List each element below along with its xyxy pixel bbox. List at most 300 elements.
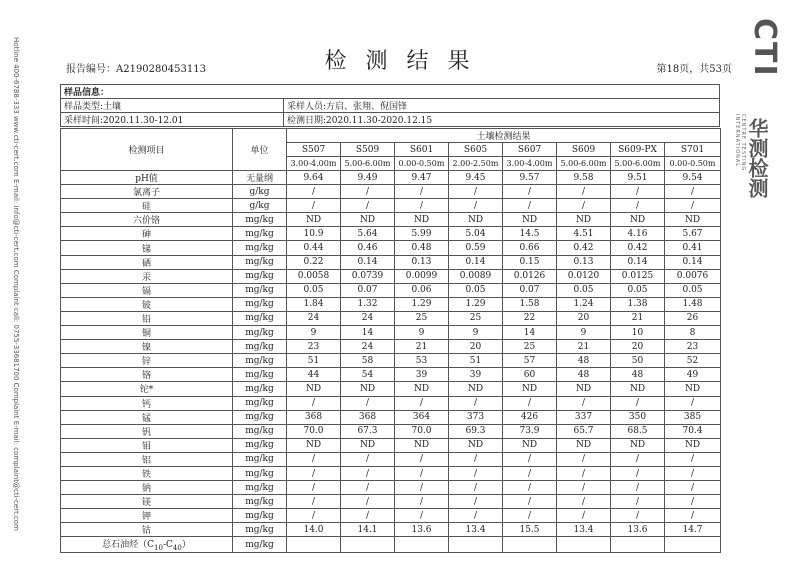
table-row xyxy=(61,368,721,382)
result-value: 9 xyxy=(287,326,341,340)
result-value: / xyxy=(287,199,341,213)
item-unit: mg/kg xyxy=(233,311,287,325)
result-value: 51 xyxy=(287,354,341,368)
table-row xyxy=(61,255,721,269)
item-name-subscript: 10 xyxy=(154,544,163,553)
result-value: 9.58 xyxy=(557,171,611,185)
result-value: / xyxy=(557,509,611,523)
result-value: 21 xyxy=(611,311,665,325)
sidebar-contact-strip xyxy=(6,20,26,560)
item-unit: mg/kg xyxy=(233,523,287,537)
result-value: 0.0076 xyxy=(665,269,721,283)
result-value: ND xyxy=(503,382,557,396)
result-value: / xyxy=(395,185,449,199)
table-row xyxy=(61,424,721,438)
result-value: / xyxy=(503,481,557,495)
result-value: / xyxy=(611,509,665,523)
result-value: 0.05 xyxy=(449,283,503,297)
result-value: 39 xyxy=(449,368,503,382)
result-value: / xyxy=(557,396,611,410)
item-name: 六价铬 xyxy=(61,213,233,227)
item-unit: mg/kg xyxy=(233,255,287,269)
item-name: 硒 xyxy=(61,255,233,269)
result-value: 44 xyxy=(287,368,341,382)
sidebar-contact-text: Hotline 400-6788-333 www.cti-cert.com E-mail: info@cti-cert.com Complaint call: 0755-33681700 Complaint E-mail: complaint@cti-cert.com xyxy=(12,36,20,532)
result-value: 53 xyxy=(395,354,449,368)
result-value: / xyxy=(395,495,449,509)
result-value: / xyxy=(503,185,557,199)
result-value: / xyxy=(503,466,557,480)
result-value: 9.54 xyxy=(665,171,721,185)
result-value: ND xyxy=(557,213,611,227)
result-value: 57 xyxy=(503,354,557,368)
result-value: / xyxy=(287,185,341,199)
result-value: 0.15 xyxy=(503,255,557,269)
result-value: 0.42 xyxy=(611,241,665,255)
result-value: / xyxy=(665,509,721,523)
result-value: 0.44 xyxy=(287,241,341,255)
item-unit: mg/kg xyxy=(233,269,287,283)
result-value: 14 xyxy=(503,326,557,340)
result-value: / xyxy=(395,452,449,466)
result-value: 0.13 xyxy=(557,255,611,269)
result-value: 0.05 xyxy=(665,283,721,297)
table-row xyxy=(61,452,721,466)
result-value: ND xyxy=(665,213,721,227)
result-value: 385 xyxy=(665,410,721,424)
result-value: 24 xyxy=(341,340,395,354)
unit-header: 单位 xyxy=(233,129,287,171)
result-value: 9.64 xyxy=(287,171,341,185)
result-value: 1.48 xyxy=(665,297,721,311)
result-value: 0.05 xyxy=(611,283,665,297)
result-value: 0.0089 xyxy=(449,269,503,283)
item-name: 钠 xyxy=(61,481,233,495)
result-value: / xyxy=(395,466,449,480)
sample-id-header: S607 xyxy=(503,143,557,157)
result-value: 13.6 xyxy=(395,523,449,537)
item-name: 锰 xyxy=(61,410,233,424)
result-value: / xyxy=(341,495,395,509)
table-row xyxy=(61,269,721,283)
result-value: 13.6 xyxy=(611,523,665,537)
result-value: ND xyxy=(341,438,395,452)
item-name: 镍 xyxy=(61,340,233,354)
result-value: / xyxy=(449,452,503,466)
result-value: 0.42 xyxy=(557,241,611,255)
item-name-part: -C xyxy=(162,540,173,551)
item-unit: mg/kg xyxy=(233,382,287,396)
result-value: 1.58 xyxy=(503,297,557,311)
sample-depth-header: 0.00-0.50m xyxy=(665,157,721,171)
result-value: 70.4 xyxy=(665,424,721,438)
item-unit: mg/kg xyxy=(233,410,287,424)
result-value: 4.51 xyxy=(557,227,611,241)
item-name: 钴 xyxy=(61,523,233,537)
result-value: / xyxy=(503,199,557,213)
result-value xyxy=(557,537,611,553)
result-value: 68.5 xyxy=(611,424,665,438)
result-value: 23 xyxy=(665,340,721,354)
result-value: ND xyxy=(503,213,557,227)
result-value: 60 xyxy=(503,368,557,382)
table-row xyxy=(61,410,721,424)
table-row xyxy=(61,326,721,340)
page-title: 检 测 结 果 xyxy=(324,49,476,74)
result-value: / xyxy=(557,481,611,495)
result-value xyxy=(611,537,665,553)
samplers: 采样人员:方启、张翔、倪国锋 xyxy=(284,99,720,113)
result-value: 67.3 xyxy=(341,424,395,438)
result-value: 14 xyxy=(341,326,395,340)
result-value: 13.4 xyxy=(557,523,611,537)
item-name: 锑 xyxy=(61,241,233,255)
sample-id-header: S601 xyxy=(395,143,449,157)
result-value: / xyxy=(395,199,449,213)
result-value: / xyxy=(611,495,665,509)
item-unit: mg/kg xyxy=(233,340,287,354)
result-value: / xyxy=(611,396,665,410)
item-name xyxy=(61,537,233,553)
result-value: / xyxy=(557,466,611,480)
result-value: 0.0058 xyxy=(287,269,341,283)
item-name: 铬 xyxy=(61,368,233,382)
result-value: / xyxy=(449,185,503,199)
sample-depth-header: 2.00-2.50m xyxy=(449,157,503,171)
result-value: / xyxy=(503,509,557,523)
result-value: ND xyxy=(665,382,721,396)
result-value: / xyxy=(557,495,611,509)
result-value: 0.07 xyxy=(341,283,395,297)
item-unit: mg/kg xyxy=(233,537,287,553)
result-value: 51 xyxy=(449,354,503,368)
report-number: 报告编号：A2190280453113 xyxy=(66,64,206,75)
table-row xyxy=(61,340,721,354)
item-name: 汞 xyxy=(61,269,233,283)
result-value: 13.4 xyxy=(449,523,503,537)
result-value: / xyxy=(395,481,449,495)
result-value: 39 xyxy=(395,368,449,382)
result-value: 0.14 xyxy=(341,255,395,269)
result-value: 9.47 xyxy=(395,171,449,185)
result-value: 368 xyxy=(341,410,395,424)
result-value: 0.41 xyxy=(665,241,721,255)
result-value: 0.14 xyxy=(449,255,503,269)
result-value: 22 xyxy=(503,311,557,325)
result-value: 0.07 xyxy=(503,283,557,297)
cti-logo-chinese: 华测检测 xyxy=(745,118,769,198)
result-value: ND xyxy=(287,213,341,227)
result-value: 20 xyxy=(557,311,611,325)
result-value: ND xyxy=(287,382,341,396)
item-name-part: 总石油烃（C xyxy=(102,540,155,551)
result-value: / xyxy=(611,185,665,199)
result-value: / xyxy=(665,452,721,466)
sample-type: 样品类型:土壤 xyxy=(61,99,284,113)
cti-logo xyxy=(734,18,782,218)
result-value: / xyxy=(449,396,503,410)
result-value: 0.22 xyxy=(287,255,341,269)
table-row xyxy=(61,227,721,241)
result-value: 21 xyxy=(395,340,449,354)
result-value: ND xyxy=(557,438,611,452)
result-value: / xyxy=(503,396,557,410)
result-value: 52 xyxy=(665,354,721,368)
result-value: / xyxy=(611,466,665,480)
sample-depth-header: 5.00-6.00m xyxy=(341,157,395,171)
item-unit: mg/kg xyxy=(233,213,287,227)
result-value: / xyxy=(449,495,503,509)
table-row xyxy=(61,523,721,537)
item-name-part: ） xyxy=(181,540,191,551)
item-name: pH值 xyxy=(61,171,233,185)
result-value: 0.48 xyxy=(395,241,449,255)
item-name: 铅 xyxy=(61,311,233,325)
result-value: / xyxy=(287,452,341,466)
result-value: ND xyxy=(611,438,665,452)
result-value: 48 xyxy=(557,354,611,368)
item-name: 铍 xyxy=(61,297,233,311)
sample-info-title: 样品信息： xyxy=(61,85,720,99)
result-value: / xyxy=(341,452,395,466)
result-value: 14.0 xyxy=(287,523,341,537)
item-name: 镉 xyxy=(61,283,233,297)
item-name: 氯离子 xyxy=(61,185,233,199)
cti-logo-english: CENTRE TESTING INTERNATIONAL xyxy=(734,114,746,172)
result-value: 25 xyxy=(395,311,449,325)
table-row xyxy=(61,311,721,325)
item-name: 钾 xyxy=(61,509,233,523)
result-value: 0.06 xyxy=(395,283,449,297)
result-value: 5.64 xyxy=(341,227,395,241)
result-value: / xyxy=(395,396,449,410)
item-unit: mg/kg xyxy=(233,368,287,382)
table-row xyxy=(61,438,721,452)
item-unit: mg/kg xyxy=(233,424,287,438)
result-value: 50 xyxy=(611,354,665,368)
sample-id-header: S507 xyxy=(287,143,341,157)
result-value: ND xyxy=(287,438,341,452)
result-value xyxy=(395,537,449,553)
item-name: 钙 xyxy=(61,396,233,410)
item-unit: mg/kg xyxy=(233,481,287,495)
result-value: 21 xyxy=(557,340,611,354)
result-value: / xyxy=(665,199,721,213)
sample-depth-header: 3.00-4.00m xyxy=(503,157,557,171)
item-name: 铊* xyxy=(61,382,233,396)
result-value: 54 xyxy=(341,368,395,382)
item-unit: g/kg xyxy=(233,199,287,213)
result-value: 20 xyxy=(449,340,503,354)
item-name: 砷 xyxy=(61,227,233,241)
item-unit: 无量纲 xyxy=(233,171,287,185)
result-value: 0.0739 xyxy=(341,269,395,283)
result-value: / xyxy=(341,185,395,199)
test-date: 检测日期:2020.11.30-2020.12.15 xyxy=(284,113,720,127)
result-value: 65.7 xyxy=(557,424,611,438)
sample-id-header: S605 xyxy=(449,143,503,157)
item-unit: mg/kg xyxy=(233,466,287,480)
result-value: 373 xyxy=(449,410,503,424)
sample-depth-header: 5.00-6.00m xyxy=(611,157,665,171)
table-row xyxy=(61,466,721,480)
result-value: 58 xyxy=(341,354,395,368)
result-value: 25 xyxy=(449,311,503,325)
item-name: 铝 xyxy=(61,452,233,466)
result-value: / xyxy=(557,199,611,213)
result-value: / xyxy=(341,396,395,410)
result-value: 10.9 xyxy=(287,227,341,241)
sample-depth-header: 3.00-4.00m xyxy=(287,157,341,171)
result-value: ND xyxy=(611,213,665,227)
result-value: 9.57 xyxy=(503,171,557,185)
result-value: / xyxy=(449,509,503,523)
result-value xyxy=(503,537,557,553)
result-value: 25 xyxy=(503,340,557,354)
result-value: 48 xyxy=(557,368,611,382)
sample-id-header: S509 xyxy=(341,143,395,157)
result-value: / xyxy=(503,495,557,509)
result-value: / xyxy=(665,185,721,199)
table-row xyxy=(61,481,721,495)
result-value: 350 xyxy=(611,410,665,424)
sample-depth-header: 5.00-6.00m xyxy=(557,157,611,171)
item-unit: mg/kg xyxy=(233,452,287,466)
item-header: 检测项目 xyxy=(61,129,233,171)
result-value: 48 xyxy=(611,368,665,382)
result-value: 70.0 xyxy=(287,424,341,438)
item-unit: mg/kg xyxy=(233,241,287,255)
result-value: / xyxy=(287,509,341,523)
result-value xyxy=(449,537,503,553)
result-value: 0.05 xyxy=(287,283,341,297)
result-value: / xyxy=(395,509,449,523)
result-value: ND xyxy=(449,213,503,227)
result-value: 364 xyxy=(395,410,449,424)
result-value: 0.66 xyxy=(503,241,557,255)
result-value: 10 xyxy=(611,326,665,340)
result-value: 0.0099 xyxy=(395,269,449,283)
item-name-subscript: 40 xyxy=(172,544,182,553)
result-value: 1.32 xyxy=(341,297,395,311)
result-value: 9 xyxy=(557,326,611,340)
result-value: / xyxy=(503,452,557,466)
result-value: 14.1 xyxy=(341,523,395,537)
result-value: / xyxy=(557,185,611,199)
result-value: 20 xyxy=(611,340,665,354)
item-name: 硅 xyxy=(61,199,233,213)
result-value: / xyxy=(611,481,665,495)
result-value xyxy=(287,537,341,553)
result-value: / xyxy=(557,452,611,466)
result-value: 0.13 xyxy=(395,255,449,269)
item-unit: mg/kg xyxy=(233,227,287,241)
result-value: 9.45 xyxy=(449,171,503,185)
result-value: ND xyxy=(665,438,721,452)
results-table xyxy=(60,128,721,553)
item-unit: mg/kg xyxy=(233,509,287,523)
result-value: 5.04 xyxy=(449,227,503,241)
table-row xyxy=(61,171,721,185)
result-value: 1.84 xyxy=(287,297,341,311)
result-value: / xyxy=(341,481,395,495)
sample-depth-header: 0.00-0.50m xyxy=(395,157,449,171)
item-unit: mg/kg xyxy=(233,495,287,509)
result-value: 49 xyxy=(665,368,721,382)
result-value: ND xyxy=(557,382,611,396)
result-value: 0.0126 xyxy=(503,269,557,283)
table-row xyxy=(61,283,721,297)
item-name: 铁 xyxy=(61,466,233,480)
result-value: 14.5 xyxy=(503,227,557,241)
result-value: ND xyxy=(449,438,503,452)
result-value: / xyxy=(287,481,341,495)
result-value: 5.67 xyxy=(665,227,721,241)
result-value: / xyxy=(611,452,665,466)
result-value: ND xyxy=(503,438,557,452)
result-value: / xyxy=(665,466,721,480)
result-value: / xyxy=(287,396,341,410)
result-value: / xyxy=(665,481,721,495)
result-value: 24 xyxy=(287,311,341,325)
result-value: ND xyxy=(395,382,449,396)
result-value: 9 xyxy=(449,326,503,340)
result-value: 9.49 xyxy=(341,171,395,185)
table-row xyxy=(61,396,721,410)
result-value: / xyxy=(665,495,721,509)
result-value: 14.7 xyxy=(665,523,721,537)
item-name: 镁 xyxy=(61,495,233,509)
result-value: 426 xyxy=(503,410,557,424)
sampling-time: 采样时间:2020.11.30-12.01 xyxy=(61,113,284,127)
result-value: ND xyxy=(341,382,395,396)
result-value: / xyxy=(449,466,503,480)
result-value: ND xyxy=(611,382,665,396)
result-value: / xyxy=(341,509,395,523)
page-number: 第18页，共53页 xyxy=(656,64,732,75)
result-value: 1.24 xyxy=(557,297,611,311)
result-value: 69.3 xyxy=(449,424,503,438)
result-value: ND xyxy=(395,213,449,227)
table-row xyxy=(61,509,721,523)
table-row xyxy=(61,537,721,553)
result-value: 73.9 xyxy=(503,424,557,438)
result-value: 1.38 xyxy=(611,297,665,311)
table-row xyxy=(61,382,721,396)
result-value: 70.0 xyxy=(395,424,449,438)
table-row xyxy=(61,354,721,368)
sample-id-header: S701 xyxy=(665,143,721,157)
result-value: 15.5 xyxy=(503,523,557,537)
result-value: / xyxy=(665,396,721,410)
result-value xyxy=(341,537,395,553)
item-unit: mg/kg xyxy=(233,354,287,368)
result-value: 337 xyxy=(557,410,611,424)
result-value: / xyxy=(341,466,395,480)
result-value: 1.29 xyxy=(449,297,503,311)
result-value: 0.59 xyxy=(449,241,503,255)
result-value: 0.0125 xyxy=(611,269,665,283)
result-value: 0.05 xyxy=(557,283,611,297)
result-value: 9 xyxy=(395,326,449,340)
table-row xyxy=(61,199,721,213)
result-value: 9.51 xyxy=(611,171,665,185)
sample-id-header: S609 xyxy=(557,143,611,157)
result-value: 368 xyxy=(287,410,341,424)
result-value: ND xyxy=(395,438,449,452)
table-row xyxy=(61,213,721,227)
item-name: 钒 xyxy=(61,424,233,438)
